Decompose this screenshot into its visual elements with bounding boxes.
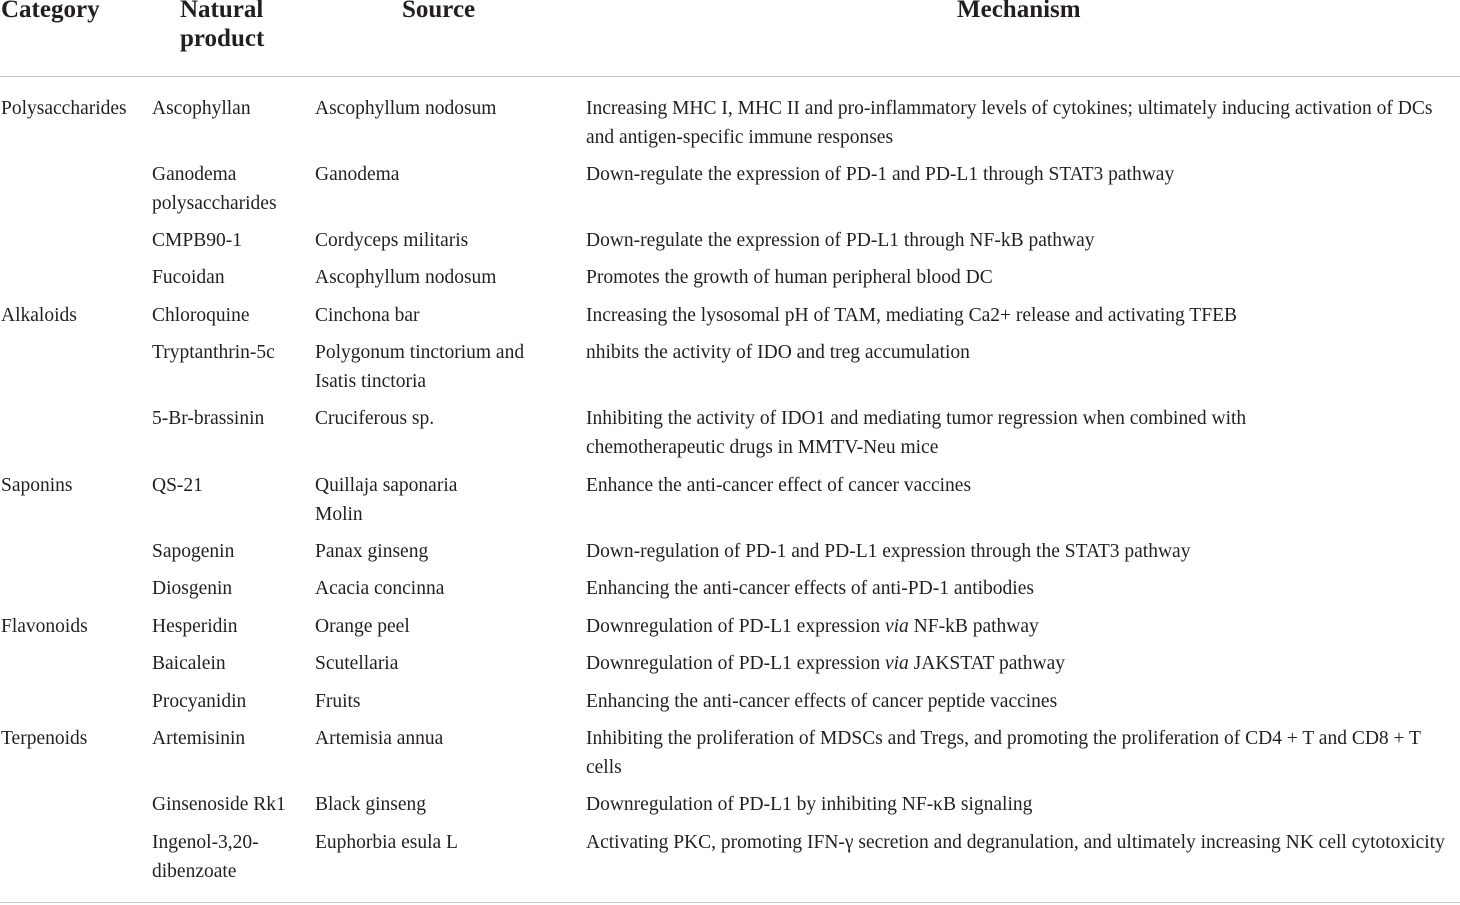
mechanism-text: Downregulation of PD-L1 expression xyxy=(586,616,885,637)
header-source: Source xyxy=(402,0,476,23)
source-line: Molin xyxy=(315,504,363,525)
header-natural-product xyxy=(180,0,264,53)
mechanism-italic: via xyxy=(884,653,909,674)
product-line: Ingenol-3,20- xyxy=(152,832,259,853)
product-cell: QS-21 xyxy=(152,475,203,496)
category-cell: Terpenoids xyxy=(1,728,88,749)
source-cell: Acacia concinna xyxy=(315,578,445,599)
mechanism-cell: Down-regulation of PD-1 and PD-L1 expression through the STAT3 pathway xyxy=(586,541,1191,562)
mechanism-cell: Enhance the anti-cancer effect of cancer vaccines xyxy=(586,475,972,496)
mechanism-text: Downregulation of PD-L1 expression xyxy=(586,653,885,674)
mechanism-cell: Increasing the lysosomal pH of TAM, mediating Ca2+ release and activating TFEB xyxy=(586,305,1237,326)
mechanism-cell: Enhancing the anti-cancer effects of anti-PD-1 antibodies xyxy=(586,578,1034,599)
product-cell: Chloroquine xyxy=(152,305,250,326)
product-cell: Fucoidan xyxy=(152,267,225,288)
mechanism-cell: Down-regulate the expression of PD-1 and PD-L1 through STAT3 pathway xyxy=(586,164,1175,185)
source-cell: Cinchona bar xyxy=(315,305,420,326)
source-cell: Polygonum tinctorium and Isatis tinctoria xyxy=(315,342,525,392)
product-cell: Ascophyllan xyxy=(152,98,251,119)
mechanism-cell: Inhibiting the proliferation of MDSCs and Tregs, and promoting the proliferation of CD4 + T and CD8 + T cells xyxy=(586,728,1421,778)
product-cell: Artemisinin xyxy=(152,728,246,749)
source-line: Quillaja saponaria xyxy=(315,475,458,496)
source-cell: Ascophyllum nodosum xyxy=(315,267,497,288)
category-cell: Alkaloids xyxy=(1,305,77,326)
product-cell xyxy=(152,828,312,886)
mechanism-cell: Increasing MHC I, MHC II and pro-inflammatory levels of cytokines; ultimately inducing activation of DCs and antigen-specific immune responses xyxy=(586,98,1433,148)
source-cell: Black ginseng xyxy=(315,794,427,815)
source-cell: Artemisia annua xyxy=(315,728,444,749)
mechanism-cell: nhibits the activity of IDO and treg accumulation xyxy=(586,342,970,363)
source-cell: Cordyceps militaris xyxy=(315,230,469,251)
category-cell: Saponins xyxy=(1,475,73,496)
product-cell: Ganodema polysaccharides xyxy=(152,164,277,214)
source-cell: Scutellaria xyxy=(315,653,399,674)
product-cell: CMPB90-1 xyxy=(152,230,242,251)
product-cell: Sapogenin xyxy=(152,541,235,562)
mechanism-cell: Enhancing the anti-cancer effects of cancer peptide vaccines xyxy=(586,691,1058,712)
category-cell: Polysaccharides xyxy=(1,98,127,119)
mechanism-text: JAKSTAT pathway xyxy=(908,653,1066,674)
product-cell: Procyanidin xyxy=(152,691,247,712)
product-cell: Tryptanthrin-5c xyxy=(152,342,275,363)
header-mechanism: Mechanism xyxy=(957,0,1081,23)
mechanism-cell xyxy=(586,649,1458,678)
source-cell: Fruits xyxy=(315,691,361,712)
header-natural-product-line2: product xyxy=(180,25,265,52)
source-cell xyxy=(315,471,575,529)
product-cell: Diosgenin xyxy=(152,578,233,599)
mechanism-cell: Down-regulate the expression of PD-L1 through NF-kB pathway xyxy=(586,230,1095,251)
source-cell: Cruciferous sp. xyxy=(315,408,435,429)
source-cell: Panax ginseng xyxy=(315,541,429,562)
header-natural-product-line1: Natural xyxy=(180,0,264,23)
product-line: dibenzoate xyxy=(152,861,237,882)
mechanism-cell: Downregulation of PD-L1 by inhibiting NF-κB signaling xyxy=(586,794,1033,815)
source-cell: Orange peel xyxy=(315,616,410,637)
mechanism-italic: via xyxy=(884,616,909,637)
category-cell: Flavonoids xyxy=(1,616,88,637)
mechanism-text: NF-kB pathway xyxy=(908,616,1039,637)
source-cell: Ascophyllum nodosum xyxy=(315,98,497,119)
product-cell: Hesperidin xyxy=(152,616,238,637)
source-cell: Ganodema xyxy=(315,164,400,185)
mechanism-cell: Promotes the growth of human peripheral blood DC xyxy=(586,267,993,288)
product-cell: Ginsenoside Rk1 xyxy=(152,794,286,815)
table-header xyxy=(0,0,1460,77)
mechanism-cell xyxy=(586,612,1458,641)
source-cell: Euphorbia esula L xyxy=(315,832,458,853)
table-bottom-rule xyxy=(0,902,1460,903)
product-cell: 5-Br-brassinin xyxy=(152,408,265,429)
mechanism-cell: Activating PKC, promoting IFN-γ secretion and degranulation, and ultimately increasing NK cell cytotoxicity xyxy=(586,832,1445,853)
mechanism-cell: Inhibiting the activity of IDO1 and mediating tumor regression when combined with chemotherapeutic drugs in MMTV-Neu mice xyxy=(586,408,1247,458)
header-category: Category xyxy=(1,0,100,23)
product-cell: Baicalein xyxy=(152,653,226,674)
